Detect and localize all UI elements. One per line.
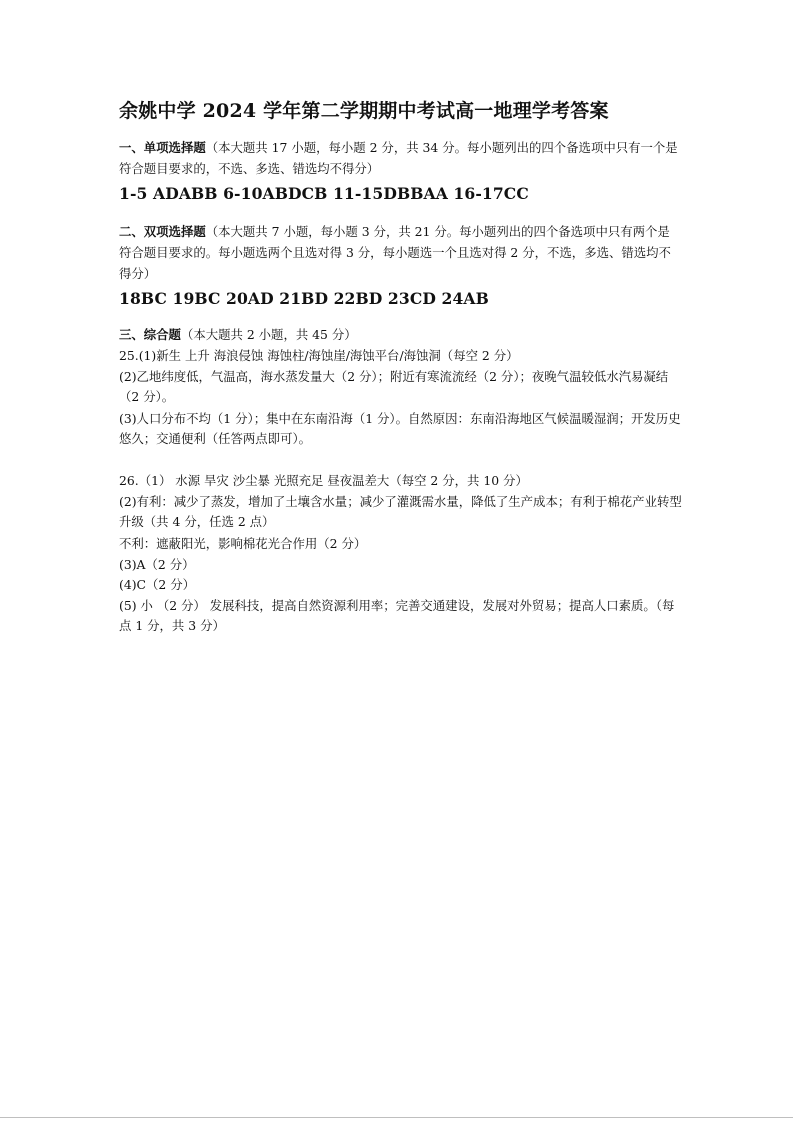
q25-part1: 25.(1)新生 上升 海浪侵蚀 海蚀柱/海蚀崖/海蚀平台/海蚀洞（每空 2 分） — [119, 348, 519, 363]
section-2-instructions — [119, 221, 679, 284]
section-2-answers: 18BC 19BC 20AD 21BD 22BD 23CD 24AB — [119, 289, 489, 308]
section-2-heading: 二、双项选择题 — [119, 224, 206, 239]
section-3-description: （本大题共 2 小题，共 45 分） — [180, 327, 357, 342]
section-3-heading: 三、综合题 — [119, 327, 181, 342]
q25-part3: (3)人口分布不均（1 分）；集中在东南沿海（1 分）。自然原因：东南沿海地区气候温暖湿润；开发历史悠久；交通便利（任答两点即可）。 — [119, 411, 681, 446]
q26-part3: (3)A（2 分） — [119, 557, 195, 572]
page-bottom-rule — [0, 1117, 793, 1118]
q26-part5: (5) 小 （2 分） 发展科技，提高自然资源利用率；完善交通建设，发展对外贸易；提高人口素质。（每点 1 分，共 3 分） — [119, 598, 675, 633]
section-1-instructions — [119, 137, 679, 179]
q26-part1: 26.（1） 水源 旱灾 沙尘暴 光照充足 昼夜温差大（每空 2 分，共 10 分） — [119, 473, 528, 488]
section-3-instructions — [119, 325, 684, 345]
section-1-answers: 1-5 ADABB 6-10ABDCB 11-15DBBAA 16-17CC — [119, 184, 529, 203]
q25-part2: (2)乙地纬度低，气温高，海水蒸发量大（2 分）；附近有寒流流经（2 分）；夜晚气温较低水汽易凝结（2 分）。 — [119, 369, 669, 404]
page-title: 余姚中学 2024 学年第二学期期中考试高一地理学考答案 — [119, 100, 609, 122]
section-2-description: （本大题共 7 小题，每小题 3 分，共 21 分。每小题列出的四个备选项中只有两个是符合题目要求的。每小题选两个且选对得 3 分，每小题选一个且选对得 2 分，不选，多选、错选均不得分） — [119, 224, 671, 281]
q26-part2-disadvantage: 不利：遮蔽阳光，影响棉花光合作用（2 分） — [119, 536, 367, 551]
q26-part4: (4)C（2 分） — [119, 577, 196, 592]
q26-part2: (2)有利：减少了蒸发，增加了土壤含水量；减少了灌溉需水量，降低了生产成本；有利于棉花产业转型升级（共 4 分，任选 2 点） — [119, 494, 682, 529]
section-1-heading: 一、单项选择题 — [119, 140, 206, 155]
section-1-description: （本大题共 17 小题，每小题 2 分，共 34 分。每小题列出的四个备选项中只有一个是符合题目要求的，不选、多选、错选均不得分） — [119, 140, 678, 176]
